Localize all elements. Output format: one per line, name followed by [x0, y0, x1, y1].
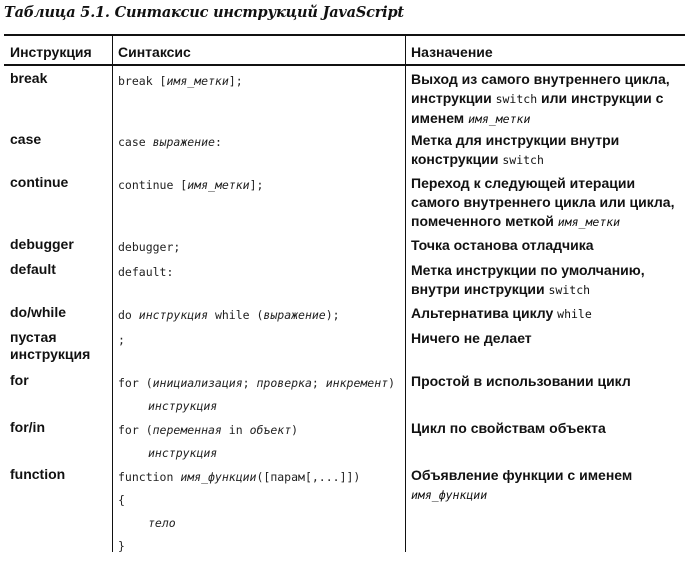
instruction-name: case	[10, 131, 42, 147]
purpose-cell	[411, 131, 687, 170]
text-segment: ];	[249, 178, 264, 192]
text-segment: Простой в использовании цикл	[411, 373, 631, 389]
text-segment: проверка	[256, 376, 312, 390]
syntax-line	[118, 395, 408, 418]
text-segment: Ничего не делает	[411, 330, 532, 346]
text-segment: switch	[548, 283, 591, 297]
text-segment: );	[325, 308, 340, 322]
text-segment: инициализация	[152, 376, 243, 390]
syntax-line	[118, 489, 408, 512]
text-segment	[118, 446, 148, 460]
text-segment: {	[118, 493, 125, 507]
text-segment: переменная	[152, 423, 222, 437]
text-segment: Выход из самого внутреннего цикла, инструкции	[411, 71, 670, 106]
text-segment: case	[118, 135, 153, 149]
text-segment: инструкция	[148, 399, 218, 413]
text-segment: ;	[118, 333, 125, 347]
instruction-name: default	[10, 261, 56, 277]
instruction-name: do/while	[10, 304, 66, 320]
text-segment: инструкция	[148, 446, 218, 460]
header-purpose: Назначение	[411, 44, 493, 60]
syntax-line	[118, 442, 408, 465]
syntax-line	[118, 535, 408, 558]
text-segment: while (	[208, 308, 264, 322]
text-segment: ;	[242, 376, 257, 390]
text-segment: }	[118, 539, 125, 553]
syntax-line	[118, 304, 408, 327]
text-segment: Цикл по свойствам объекта	[411, 420, 606, 436]
text-segment: Метка инструкции по умолчанию, внутри инструкции	[411, 262, 645, 297]
syntax-cell	[118, 304, 408, 327]
text-segment: имя_метки	[166, 74, 229, 88]
purpose-cell	[411, 372, 687, 391]
text-segment: function	[118, 470, 181, 484]
purpose-cell	[411, 466, 687, 505]
syntax-cell	[118, 261, 408, 284]
text-segment: for (	[118, 423, 153, 437]
column-divider-syntax	[112, 36, 113, 552]
text-segment	[118, 516, 148, 530]
syntax-cell	[118, 236, 408, 259]
purpose-cell	[411, 329, 687, 348]
header-instruction: Инструкция	[10, 44, 92, 60]
text-segment: debugger;	[118, 240, 181, 254]
instruction-name: continue	[10, 174, 69, 190]
purpose-cell	[411, 236, 687, 255]
header-syntax: Синтаксис	[118, 44, 191, 60]
syntax-line	[118, 372, 408, 395]
text-segment: Объявление функции с именем	[411, 467, 633, 483]
syntax-cell	[118, 372, 408, 418]
instruction-name: пустая инструкция	[10, 329, 91, 362]
syntax-line	[118, 261, 408, 284]
syntax-line	[118, 70, 408, 93]
purpose-cell	[411, 419, 687, 438]
instruction-name: for	[10, 372, 29, 388]
text-segment: имя_функции	[411, 488, 488, 502]
text-segment: do	[118, 308, 139, 322]
text-segment: инкремент	[325, 376, 389, 390]
instruction-name: for/in	[10, 419, 45, 435]
syntax-line	[118, 131, 408, 154]
text-segment: имя_метки	[187, 178, 250, 192]
text-segment: объект	[249, 423, 292, 437]
purpose-cell	[411, 70, 687, 129]
syntax-line	[118, 236, 408, 259]
table-header-rule	[4, 64, 685, 66]
text-segment: for (	[118, 376, 153, 390]
syntax-line	[118, 419, 408, 442]
text-segment: break [	[118, 74, 167, 88]
syntax-line	[118, 512, 408, 535]
syntax-cell	[118, 329, 408, 352]
text-segment: default:	[118, 265, 174, 279]
syntax-line	[118, 174, 408, 197]
syntax-cell	[118, 466, 408, 558]
syntax-line	[118, 329, 408, 352]
text-segment: ;	[311, 376, 326, 390]
syntax-cell	[118, 131, 408, 154]
text-segment: ];	[228, 74, 243, 88]
text-segment: :	[214, 135, 222, 149]
text-segment: имя_метки	[557, 215, 621, 229]
instruction-name: break	[10, 70, 48, 86]
table-caption: Таблица 5.1. Синтаксис инструкций JavaScript	[4, 4, 404, 21]
purpose-cell	[411, 304, 687, 324]
text-segment	[118, 399, 148, 413]
text-segment: while	[557, 307, 592, 321]
text-segment: )	[291, 423, 299, 437]
purpose-cell	[411, 174, 687, 232]
text-segment: выражение	[152, 135, 215, 149]
syntax-line	[118, 466, 408, 489]
text-segment: имя_функции	[180, 470, 257, 484]
text-segment: switch	[495, 92, 538, 106]
text-segment: Переход к следующей итерации самого внутреннего цикла или цикла, помеченного меткой	[411, 175, 675, 229]
syntax-cell	[118, 419, 408, 465]
text-segment: имя_метки	[468, 112, 531, 126]
text-segment: )	[388, 376, 395, 390]
text-segment: Альтернатива циклу	[411, 305, 558, 321]
purpose-cell	[411, 261, 687, 300]
instruction-name: function	[10, 466, 66, 482]
text-segment: или инструкции с именем	[411, 90, 664, 126]
table-top-rule	[4, 34, 685, 36]
text-segment: continue [	[118, 178, 188, 192]
text-segment: in	[221, 423, 250, 437]
text-segment: ([парам[,...]])	[256, 470, 361, 484]
syntax-cell	[118, 174, 408, 197]
text-segment: Метка для инструкции внутри конструкции	[411, 132, 620, 167]
text-segment: выражение	[263, 308, 326, 322]
instruction-name: debugger	[10, 236, 74, 252]
text-segment: тело	[148, 516, 176, 530]
text-segment: Точка останова отладчика	[411, 237, 594, 253]
syntax-cell	[118, 70, 408, 93]
text-segment: switch	[502, 153, 544, 167]
text-segment: инструкция	[138, 308, 209, 322]
